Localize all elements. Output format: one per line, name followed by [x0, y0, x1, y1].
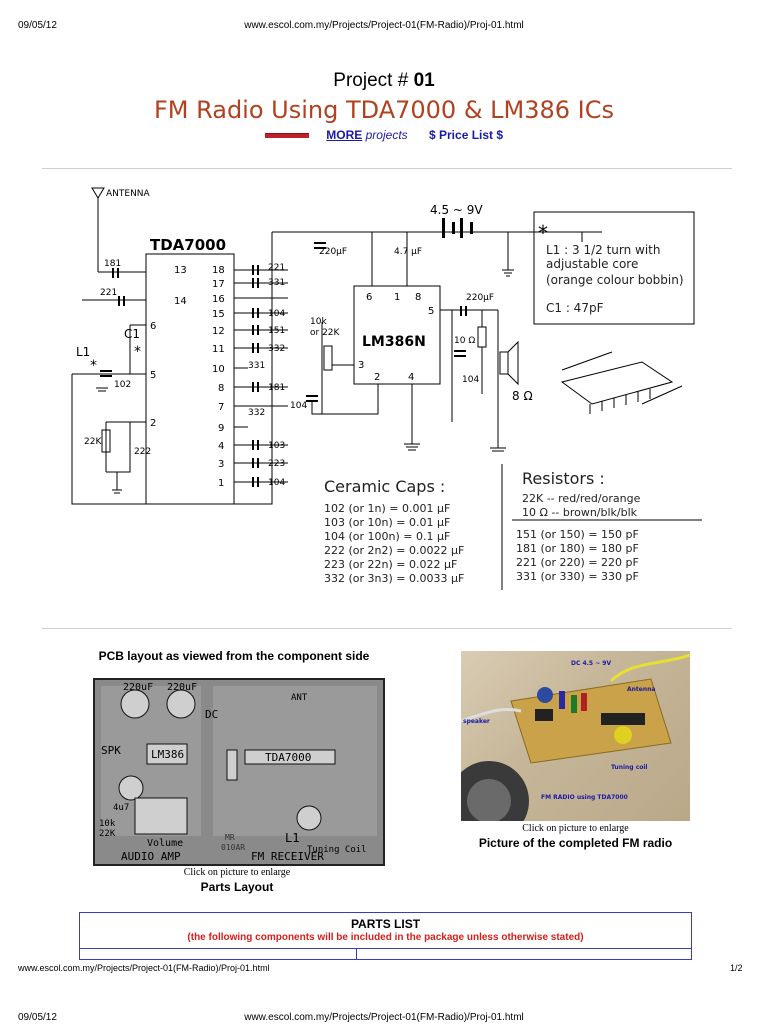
lm-pin5: 5 — [428, 306, 435, 317]
pcb-fm-receiver: FM RECEIVER — [251, 850, 324, 863]
cap-pin18: 221 — [268, 263, 286, 273]
pcb-cap2: 220uF — [167, 682, 198, 693]
print-date: 09/05/12 — [18, 20, 57, 31]
pot-label: 10k — [310, 317, 327, 327]
photo-speaker-label: speaker — [463, 718, 490, 725]
pin-4: 4 — [218, 441, 225, 452]
project-number: Project # 01 — [333, 70, 435, 91]
schematic-diagram[interactable] — [42, 182, 732, 618]
pf-row: 331 (or 330) = 330 pF — [516, 570, 639, 583]
pcb-layout-image[interactable] — [93, 678, 385, 866]
cap-pin1: 104 — [268, 478, 286, 488]
l1-label: L1 — [76, 345, 91, 359]
photo-caption: FM RADIO using TDA7000 — [541, 794, 628, 801]
cap-pin10: 331 — [248, 361, 266, 371]
pin-2: 2 — [150, 418, 157, 429]
photo-click-note: Click on picture to enlarge — [522, 823, 629, 834]
c1-label: C1 — [124, 327, 141, 341]
ic-lm386-label: LM386N — [362, 334, 426, 350]
cap-220b-label: 220µF — [466, 293, 495, 303]
cap-104a-label: 104 — [290, 401, 308, 411]
pin-14: 14 — [174, 296, 187, 307]
photo-label: Picture of the completed FM radio — [478, 836, 673, 850]
pin-15: 15 — [212, 309, 225, 320]
pcb-cap1: 220uF — [123, 682, 154, 693]
parts-list-subtitle: (the following components will be included in the package unless otherwise stated) — [187, 932, 584, 943]
resistor-row: 22K -- red/red/orange — [522, 492, 641, 505]
lm-pin3: 3 — [358, 360, 365, 371]
cap-pin8: 181 — [268, 383, 286, 393]
pcb-code: 010AR — [221, 843, 246, 852]
pcb-tuning: Tuning Coil — [307, 845, 367, 855]
photo-antenna-label: Antenna — [627, 686, 656, 693]
supply-label: 4.5 ~ 9V — [430, 203, 483, 217]
note-l1c: (orange colour bobbin) — [546, 273, 684, 287]
ic-tda7000-label: TDA7000 — [150, 236, 227, 254]
cap-222-label: 222 — [134, 447, 152, 457]
parts-list-table — [79, 912, 692, 960]
footer-url: www.escol.com.my/Projects/Project-01(FM-Radio)/Proj-01.html — [18, 963, 270, 973]
pcb-spk: SPK — [101, 744, 121, 757]
pcb-4u7: 4u7 — [113, 803, 130, 813]
ceramic-row: 223 (or 22n) = 0.022 µF — [324, 558, 458, 571]
note-star: * — [538, 221, 548, 245]
pcb-lm386: LM386 — [151, 748, 185, 761]
pcb-ant: ANT — [291, 693, 308, 703]
cap-pin3: 223 — [268, 459, 286, 469]
parts-layout-label: Parts Layout — [200, 880, 274, 894]
lm-pin6: 6 — [366, 292, 373, 303]
pin-13: 13 — [174, 265, 187, 276]
price-list-link[interactable]: $ Price List $ — [429, 128, 504, 142]
resistors-title: Resistors : — [522, 469, 605, 488]
pcb-10k: 10k — [99, 819, 116, 829]
lm-pin8: 8 — [415, 292, 422, 303]
lm-pin4: 4 — [408, 372, 415, 383]
cap-181-label: 181 — [104, 259, 122, 269]
pin-8: 8 — [218, 383, 225, 394]
c1-star: * — [134, 344, 141, 360]
ceramic-row: 222 (or 2n2) = 0.0022 µF — [324, 544, 465, 557]
l1-star: * — [90, 358, 97, 374]
pin-18: 18 — [212, 265, 225, 276]
nav-links — [0, 128, 768, 142]
pcb-volume: Volume — [147, 838, 184, 849]
ceramic-row: 103 (or 10n) = 0.01 µF — [324, 516, 451, 529]
ceramic-title: Ceramic Caps : — [324, 477, 446, 496]
cap-pin17: 331 — [268, 278, 286, 288]
print-date-2: 09/05/12 — [18, 1012, 57, 1023]
cap-pin12: 151 — [268, 326, 286, 336]
pin-10: 10 — [212, 364, 225, 375]
lm-pin1: 1 — [394, 292, 401, 303]
photo-tuning-label: Tuning coil — [611, 764, 648, 771]
pin-11: 11 — [212, 344, 225, 355]
pf-row: 221 (or 220) = 220 pF — [516, 556, 639, 569]
pin-1: 1 — [218, 478, 225, 489]
page-title: FM Radio Using TDA7000 & LM386 ICs — [153, 96, 615, 124]
lm-pin2: 2 — [374, 372, 381, 383]
cap-221-label: 221 — [100, 288, 118, 298]
pin-3: 3 — [218, 459, 225, 470]
note-c1: C1 : 47pF — [546, 301, 604, 315]
cap-pin7: 332 — [248, 408, 266, 418]
cap-102-label: 102 — [114, 380, 132, 390]
fm-radio-photo[interactable] — [461, 651, 690, 821]
pf-row: 181 (or 180) = 180 pF — [516, 542, 639, 555]
photo-dc-label: DC 4.5 ~ 9V — [571, 660, 612, 667]
pcb-caption: PCB layout as viewed from the component side — [98, 649, 370, 663]
divider — [42, 628, 732, 629]
pin-7: 7 — [218, 402, 225, 413]
print-url: www.escol.com.my/Projects/Project-01(FM-Radio)/Proj-01.html — [244, 20, 524, 31]
pot-alt-label: or 22K — [310, 328, 340, 338]
pcb-l1: L1 — [285, 831, 300, 845]
pin-12: 12 — [212, 326, 225, 337]
pin-5: 5 — [150, 370, 157, 381]
pcb-dc: DC — [205, 708, 219, 721]
nav-arrow-icon[interactable] — [265, 133, 309, 138]
cap-pin11: 332 — [268, 344, 286, 354]
cap-47-label: 4.7 µF — [394, 247, 423, 257]
pf-row: 151 (or 150) = 150 pF — [516, 528, 639, 541]
speaker-label: 8 Ω — [512, 389, 533, 403]
ceramic-row: 332 (or 3n3) = 0.0033 µF — [324, 572, 465, 585]
pin-6: 6 — [150, 321, 157, 332]
divider — [42, 168, 732, 169]
pcb-tda: TDA7000 — [265, 751, 312, 764]
resistor-row: 10 Ω -- brown/blk/blk — [522, 506, 638, 519]
res-10-label: 10 Ω — [454, 336, 476, 346]
ceramic-row: 102 (or 1n) = 0.001 µF — [324, 502, 451, 515]
pin-17: 17 — [212, 279, 225, 290]
footer-page: 1/2 — [730, 963, 743, 973]
pcb-click-note: Click on picture to enlarge — [183, 867, 291, 878]
note-l1: L1 : 3 1/2 turn with — [546, 243, 661, 257]
pcb-22k: 22K — [99, 829, 116, 839]
more-link[interactable]: MORE — [326, 128, 363, 142]
projects-text: projects — [362, 128, 408, 142]
pin-9: 9 — [218, 423, 225, 434]
pin-16: 16 — [212, 294, 225, 305]
cap-pin15: 104 — [268, 309, 286, 319]
parts-list-title: PARTS LIST — [350, 917, 421, 931]
cap-104b-label: 104 — [462, 375, 480, 385]
note-l1b: adjustable core — [546, 257, 639, 271]
antenna-label: ANTENNA — [106, 189, 150, 199]
res-22k-label: 22K — [84, 437, 102, 447]
pcb-mr: MR — [225, 833, 235, 842]
cap-220-label: 220µF — [319, 247, 348, 257]
print-url-2: www.escol.com.my/Projects/Project-01(FM-Radio)/Proj-01.html — [244, 1012, 524, 1023]
parts-list-row — [80, 948, 691, 959]
pcb-audio-amp: AUDIO AMP — [121, 850, 181, 863]
cap-pin4: 103 — [268, 441, 286, 451]
ceramic-row: 104 (or 100n) = 0.1 µF — [324, 530, 451, 543]
